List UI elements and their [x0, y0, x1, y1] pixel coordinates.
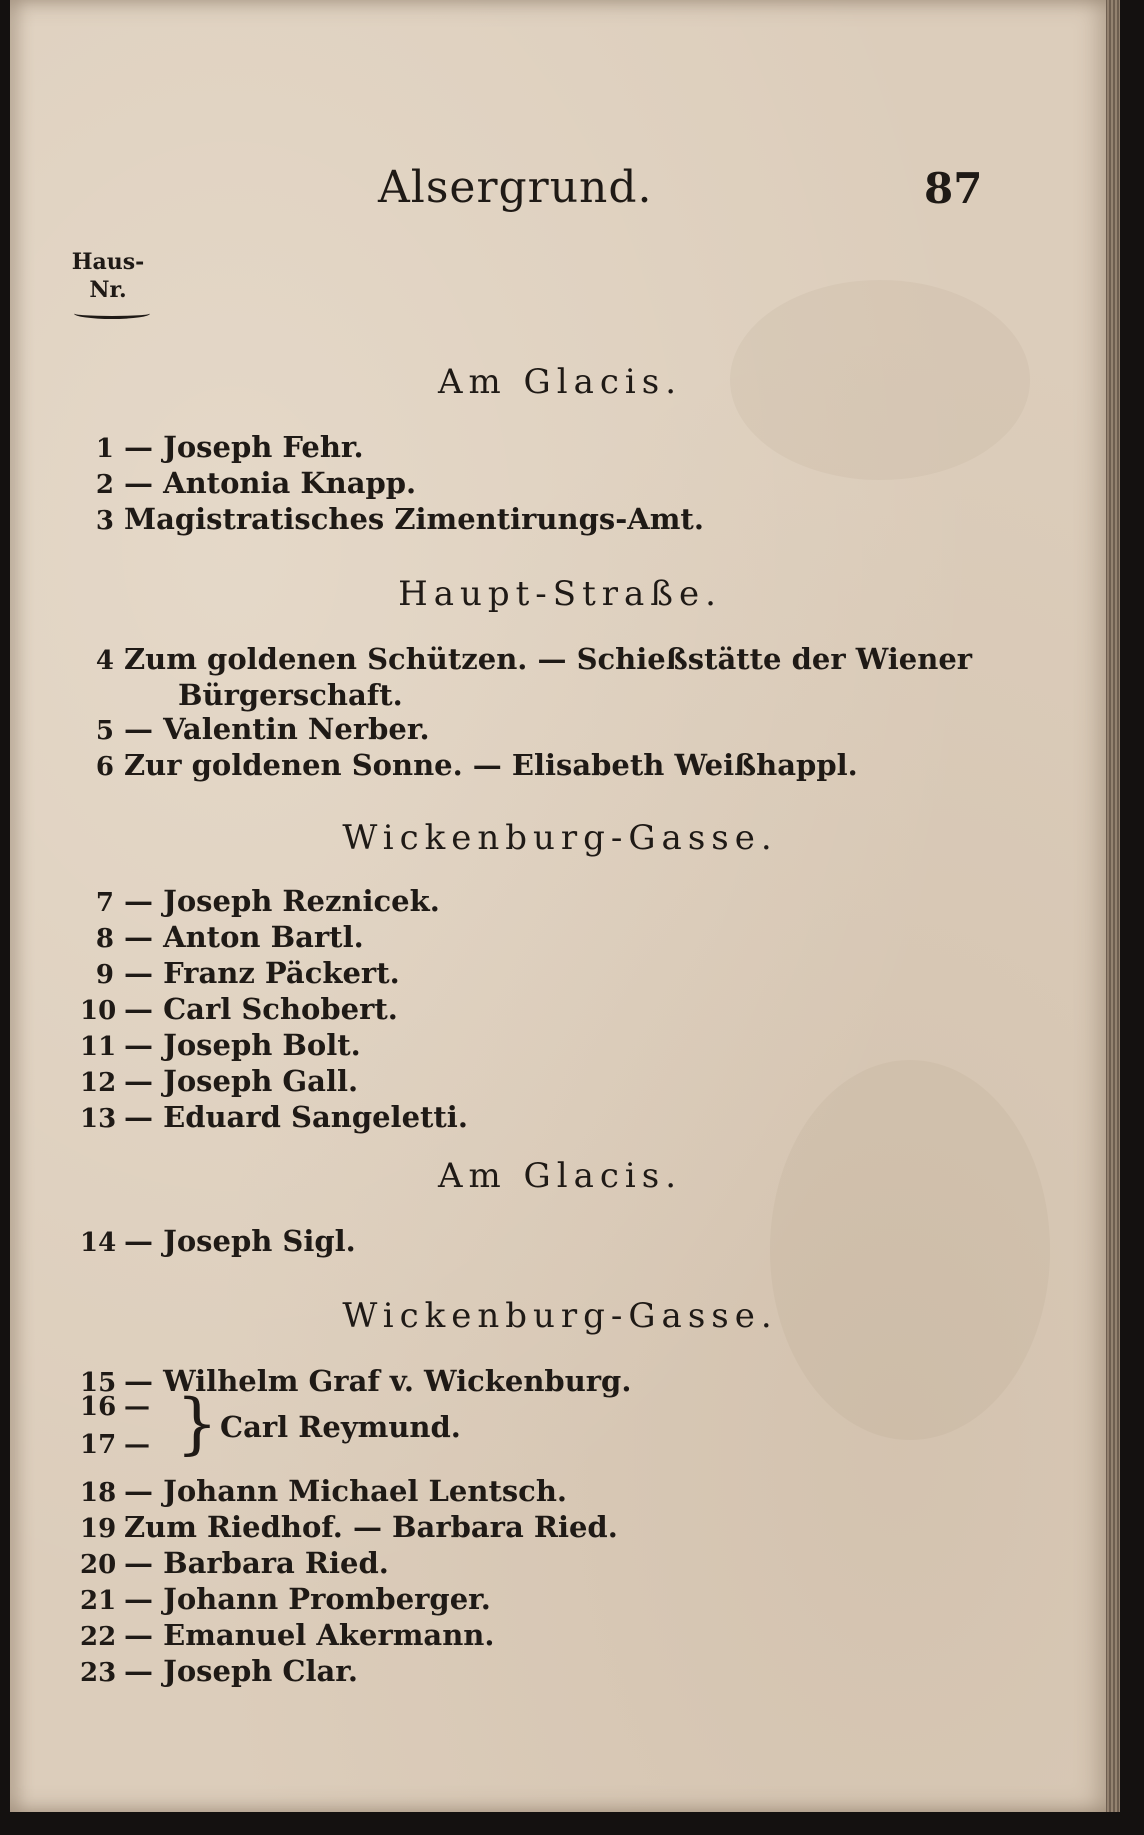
house-number: 16 — [80, 1392, 117, 1422]
address-entry — [80, 1474, 1080, 1510]
occupant-text: Zum Riedhof. — Barbara Ried. — [124, 1510, 618, 1544]
occupant-text: Bürgerschaft. — [178, 678, 403, 712]
address-entry — [80, 1510, 1080, 1546]
address-list-wickenburg-gasse-2-continued — [80, 1474, 1080, 1690]
house-number: 7 — [95, 888, 114, 918]
book-page — [10, 0, 1118, 1812]
occupant-text: Carl Reymund. — [220, 1410, 461, 1444]
occupant-text: — Barbara Ried. — [124, 1546, 389, 1580]
house-number: 14 — [80, 1228, 117, 1258]
house-number: 15 — [80, 1368, 117, 1398]
occupant-text: — Joseph Reznicek. — [124, 884, 440, 918]
section-heading-wickenburg-gasse-2: Wickenburg-Gasse. — [342, 1296, 778, 1336]
house-number: 2 — [95, 470, 114, 500]
house-number: 10 — [80, 996, 117, 1026]
house-number: 21 — [80, 1586, 117, 1616]
occupant-text: — Anton Bartl. — [124, 920, 364, 954]
dash: — — [124, 1430, 150, 1460]
occupant-text: — Carl Schobert. — [124, 992, 398, 1026]
house-number: 3 — [95, 506, 114, 536]
column-label-line-1: Haus- — [71, 249, 145, 275]
house-number: 13 — [80, 1104, 117, 1134]
house-number: 18 — [80, 1478, 117, 1508]
occupant-text: — Antonia Knapp. — [124, 466, 417, 500]
house-number: 1 — [95, 434, 114, 464]
address-entry — [80, 920, 1080, 956]
occupant-text: Magistratisches Zimentirungs-Amt. — [124, 502, 704, 536]
occupant-text: — Joseph Sigl. — [124, 1224, 356, 1258]
house-number: 12 — [80, 1068, 117, 1098]
address-entry — [80, 1028, 1080, 1064]
address-entry — [80, 712, 1080, 748]
address-entry — [80, 466, 1080, 502]
occupant-text: Zum goldenen Schützen. — Schießstätte der Wiener — [124, 642, 973, 676]
address-list-haupt-strasse — [80, 642, 1080, 784]
address-list-am-glacis-1 — [80, 430, 1080, 538]
address-entry — [80, 642, 1080, 678]
occupant-text: — Johann Promberger. — [124, 1582, 491, 1616]
occupant-text: — Joseph Clar. — [124, 1654, 358, 1688]
house-number-column-label — [68, 248, 148, 304]
column-label-rule — [74, 308, 150, 319]
address-entry — [80, 748, 1080, 784]
occupant-text: Zur goldenen Sonne. — Elisabeth Weißhappl. — [124, 748, 858, 782]
house-number: 4 — [95, 646, 114, 676]
address-list-wickenburg-gasse-1 — [80, 884, 1080, 1136]
address-entry — [80, 992, 1080, 1028]
address-entry — [80, 430, 1080, 466]
occupant-text: — Emanuel Akermann. — [124, 1618, 495, 1652]
house-number: 17 — [80, 1430, 117, 1460]
occupant-text: — Johann Michael Lentsch. — [124, 1474, 568, 1508]
address-entry — [80, 1064, 1080, 1100]
occupant-text: — Joseph Bolt. — [124, 1028, 361, 1062]
address-entry — [80, 956, 1080, 992]
house-number: 5 — [95, 716, 114, 746]
section-heading-haupt-strasse: Haupt-Straße. — [398, 574, 722, 614]
address-entry — [80, 1654, 1080, 1690]
book-page-edge — [1106, 0, 1120, 1812]
occupant-text: — Wilhelm Graf v. Wickenburg. — [124, 1364, 632, 1398]
dash: — — [124, 1392, 150, 1422]
occupant-text: — Eduard Sangeletti. — [124, 1100, 468, 1134]
section-heading-am-glacis-2: Am Glacis. — [437, 1156, 683, 1196]
occupant-text: — Joseph Gall. — [124, 1064, 359, 1098]
section-heading-wickenburg-gasse-1: Wickenburg-Gasse. — [342, 818, 778, 858]
occupant-text: — Valentin Nerber. — [124, 712, 430, 746]
address-entry-continuation — [80, 678, 1080, 712]
occupant-text: — Joseph Fehr. — [124, 430, 364, 464]
address-entry — [80, 1546, 1080, 1582]
house-number: 22 — [80, 1622, 117, 1652]
curly-brace: } — [176, 1385, 218, 1462]
address-entry — [80, 1100, 1080, 1136]
address-entry — [80, 1618, 1080, 1654]
address-list-am-glacis-2 — [80, 1224, 1080, 1260]
house-number: 8 — [95, 924, 114, 954]
page-number: 87 — [924, 164, 983, 213]
running-title: Alsergrund. — [378, 162, 653, 213]
address-entry — [80, 1582, 1080, 1618]
address-entry — [80, 884, 1080, 920]
occupant-text: — Franz Päckert. — [124, 956, 400, 990]
house-number: 11 — [80, 1032, 117, 1062]
address-entry — [80, 1224, 1080, 1260]
house-number: 19 — [80, 1514, 117, 1544]
house-number: 9 — [95, 960, 114, 990]
house-number: 23 — [80, 1658, 117, 1688]
house-number: 6 — [95, 752, 114, 782]
address-entry — [80, 502, 1080, 538]
section-heading-am-glacis-1: Am Glacis. — [437, 362, 683, 402]
house-number: 20 — [80, 1550, 117, 1580]
bracketed-entry-16-17 — [80, 1385, 680, 1468]
column-label-line-2: Nr. — [89, 277, 127, 303]
